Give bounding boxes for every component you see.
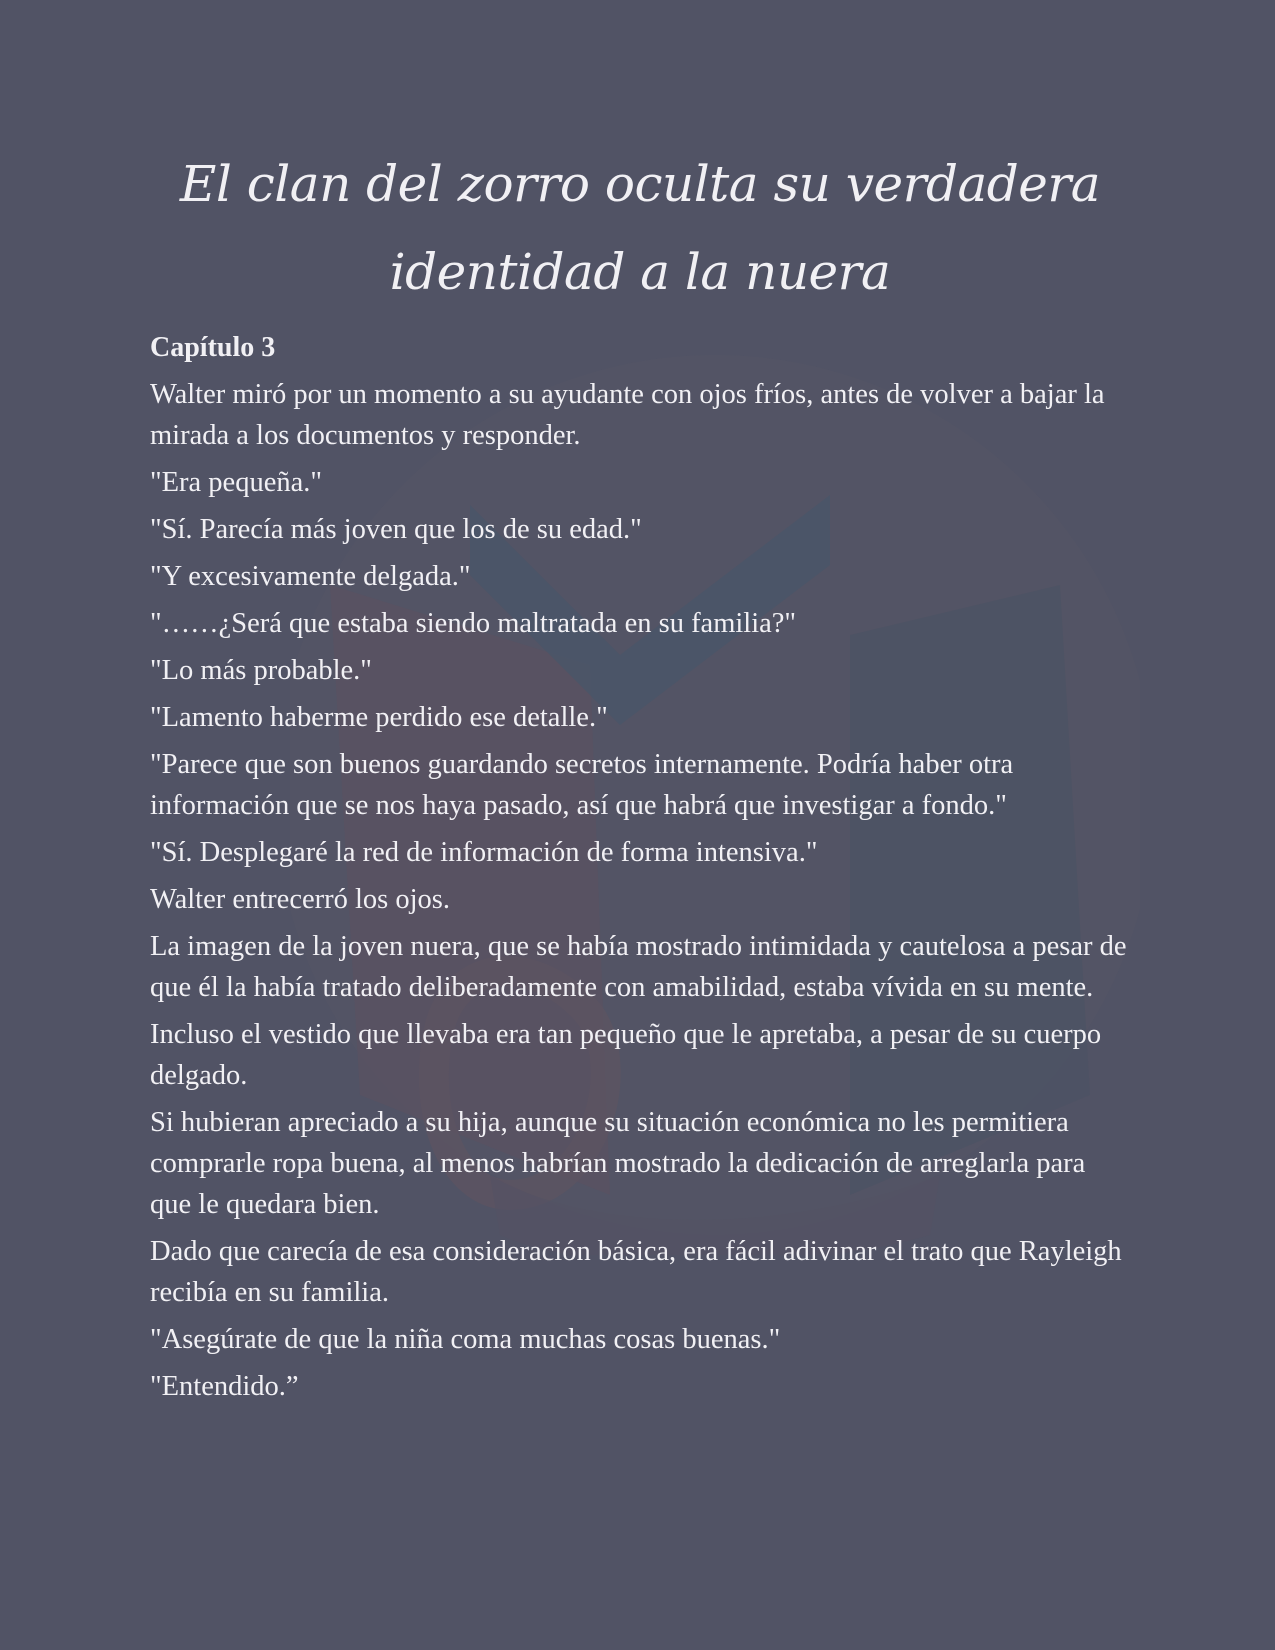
paragraph: "Asegúrate de que la niña coma muchas cosas buenas." <box>150 1324 781 1355</box>
paragraph: "Parece que son buenos guardando secretos internamente. Podría haber otra información que se nos haya pasado, así que habrá que investigar a fondo." <box>150 749 1014 821</box>
paragraph: Walter entrecerró los ojos. <box>150 884 451 915</box>
paragraph: "Lamento haberme perdido ese detalle." <box>150 702 608 733</box>
paragraph: Si hubieran apreciado a su hija, aunque su situación económica no les permitiera comprarle ropa buena, al menos habrían mostrado la dedicación de arreglarla para que le quedara bien. <box>150 1107 1086 1220</box>
paragraph: La imagen de la joven nuera, que se había mostrado intimidada y cautelosa a pesar de que él la había tratado deliberadamente con amabilidad, estaba vívida en su mente. <box>150 931 1127 1003</box>
paragraph: "Era pequeña." <box>150 467 323 498</box>
paragraph: "Sí. Desplegaré la red de información de forma intensiva." <box>150 837 818 868</box>
paragraph: Dado que carecía de esa consideración básica, era fácil adivinar el trato que Rayleigh recibía en su familia. <box>150 1236 1122 1308</box>
paragraph: "Sí. Parecía más joven que los de su edad." <box>150 514 642 545</box>
document-body <box>150 140 1130 1413</box>
chapter-heading: Capítulo 3 <box>150 332 276 363</box>
paragraph: "Lo más probable." <box>150 655 372 686</box>
paragraph: "Entendido.” <box>150 1371 299 1402</box>
document-title: El clan del zorro oculta su verdadera identidad a la nuera <box>179 155 1101 301</box>
paragraph: Walter miró por un momento a su ayudante con ojos fríos, antes de volver a bajar la mirada a los documentos y responder. <box>150 379 1105 451</box>
paragraph: "……¿Será que estaba siendo maltratada en su familia?" <box>150 608 797 639</box>
paragraph: "Y excesivamente delgada." <box>150 561 471 592</box>
paragraph: Incluso el vestido que llevaba era tan pequeño que le apretaba, a pesar de su cuerpo delgado. <box>150 1019 1102 1091</box>
